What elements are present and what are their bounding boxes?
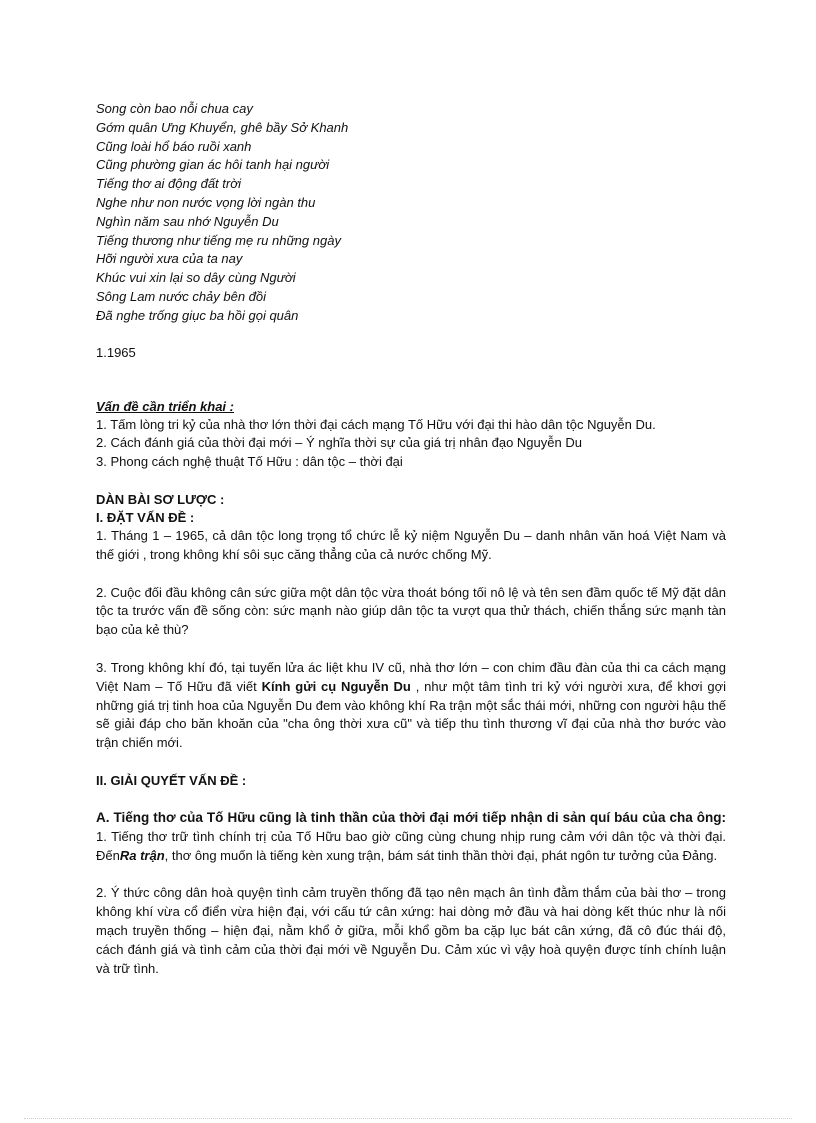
poem-line: Nghìn năm sau nhớ Nguyễn Du (96, 213, 279, 229)
issues-title: Vấn đề cần triển khai : (96, 398, 234, 414)
poem-line: Sông Lam nước chảy bên đồi (96, 288, 267, 304)
poem-date: 1.1965 (96, 344, 136, 360)
subsection-heading: A. Tiếng thơ của Tố Hữu cũng là tinh thần của thời đại mới tiếp nhận di sản quí báu của cha ông: (96, 810, 726, 826)
poem-line: Đã nghe trống giục ba hồi gọi quân (96, 307, 299, 323)
poem-line: Tiếng thương như tiếng mẹ ru những ngày (96, 232, 341, 248)
paragraph: 1. Tháng 1 – 1965, cả dân tộc long trọng tổ chức lễ kỷ niệm Nguyễn Du – danh nhân văn hoá Việt Nam và thế giới , trong không khí sôi sục căng thẳng của cả nước chống Mỹ. (96, 528, 726, 562)
outline-section (96, 491, 726, 978)
paragraph: 2. Ý thức công dân hoà quyện tình cảm truyền thống đã tạo nên mạch ân tình đằm thắm của bài thơ – trong không khí vừa cổ điển vừa hiện đại, với cấu tứ cân xứng: hai dòng mở đầu và hai dòng kết thúc như là nối mạch truyền thống – hiện đại, nằm khổ ở giữa, mỗi khổ gồm ba cặp lục bát cân xứng, đã cô đúc thái độ, cách đánh giá và tình cảm của thời đại mới về Nguyễn Du. Cảm xúc vì vậy hoà quyện được tính chính luận và trữ tình. (96, 885, 726, 976)
poem-line: Song còn bao nỗi chua cay (96, 101, 253, 116)
issues-section (96, 398, 726, 472)
paragraph-text: 3. Trong không khí đó, tại tuyến lửa ác liệt khu IV cũ, nhà thơ lớn – con chim đầu đàn của thi ca cách mạng Việt Nam – Tố Hữu đã viết (96, 660, 726, 694)
section-heading: II. GIẢI QUYẾT VẤN ĐỀ : (96, 773, 247, 789)
poem-line: Khúc vui xin lại so dây cùng Người (96, 270, 296, 286)
poem-line: Hỡi người xưa của ta nay (96, 251, 243, 267)
collection-title-emphasis: Ra trận (119, 847, 165, 863)
poem-block (96, 100, 726, 326)
poem-title-emphasis: Kính gửi cụ Nguyễn Du (261, 678, 411, 694)
outline-title: DÀN BÀI SƠ LƯỢC : (96, 492, 225, 508)
issue-item: 3. Phong cách nghệ thuật Tố Hữu : dân tộc – thời đại (96, 453, 403, 469)
paragraph (96, 659, 726, 753)
poem-line: Gớm quân Ưng Khuyển, ghê bầy Sở Khanh (96, 119, 349, 135)
paragraph-text: , như một tâm tình tri kỷ với người xưa, để khơi gợi những giá trị tinh hoa của Nguyễn Du đem vào không khí Ra trận một sắc thái mới, những con người hậu thế sẽ giải đáp cho băn khoăn của "cha ông thời xưa cũ" và tiếp thu tình thương vĩ đại của nhà thơ bước vào trận chiến mới. (96, 678, 727, 751)
poem-line: Cũng phường gian ác hôi tanh hại người (96, 157, 330, 173)
poem-line: Nghe như non nước vọng lời ngàn thu (96, 194, 316, 210)
paragraph (96, 809, 726, 865)
paragraph: 2. Cuộc đối đầu không cân sức giữa một dân tộc vừa thoát bóng tối nô lệ và tên sen đầm quốc tế Mỹ đặt dân tộc ta trước vấn đề sống còn: sức mạnh nào giúp dân tộc ta vượt qua thử thách, chiến thắng sức mạnh tàn bạo của kẻ thù? (96, 584, 726, 638)
poem-line: Tiếng thơ ai động đất trời (96, 176, 241, 192)
section-heading: I. ĐẶT VẤN ĐỀ : (96, 510, 195, 526)
paragraph-text: , thơ ông muốn là tiếng kèn xung trận, bám sát tinh thần thời đại, phát ngôn tư tưởng của Đảng. (164, 847, 718, 863)
poem-line: Cũng loài hổ báo ruồi xanh (96, 138, 252, 154)
issue-item: 1. Tấm lòng tri kỷ của nhà thơ lớn thời đại cách mạng Tố Hữu với đại thi hào dân tộc Nguyễn Du. (96, 416, 656, 432)
page-bottom-divider (24, 1118, 792, 1119)
paragraph-text: 1. Tiếng thơ trữ tình chính trị của Tố Hữu bao giờ cũng cùng chung nhịp rung cảm với dân tộc và thời đại. Đến (96, 828, 726, 863)
issue-item: 2. Cách đánh giá của thời đại mới – Ý nghĩa thời sự của giá trị nhân đạo Nguyễn Du (96, 435, 582, 451)
document-page (96, 100, 726, 997)
